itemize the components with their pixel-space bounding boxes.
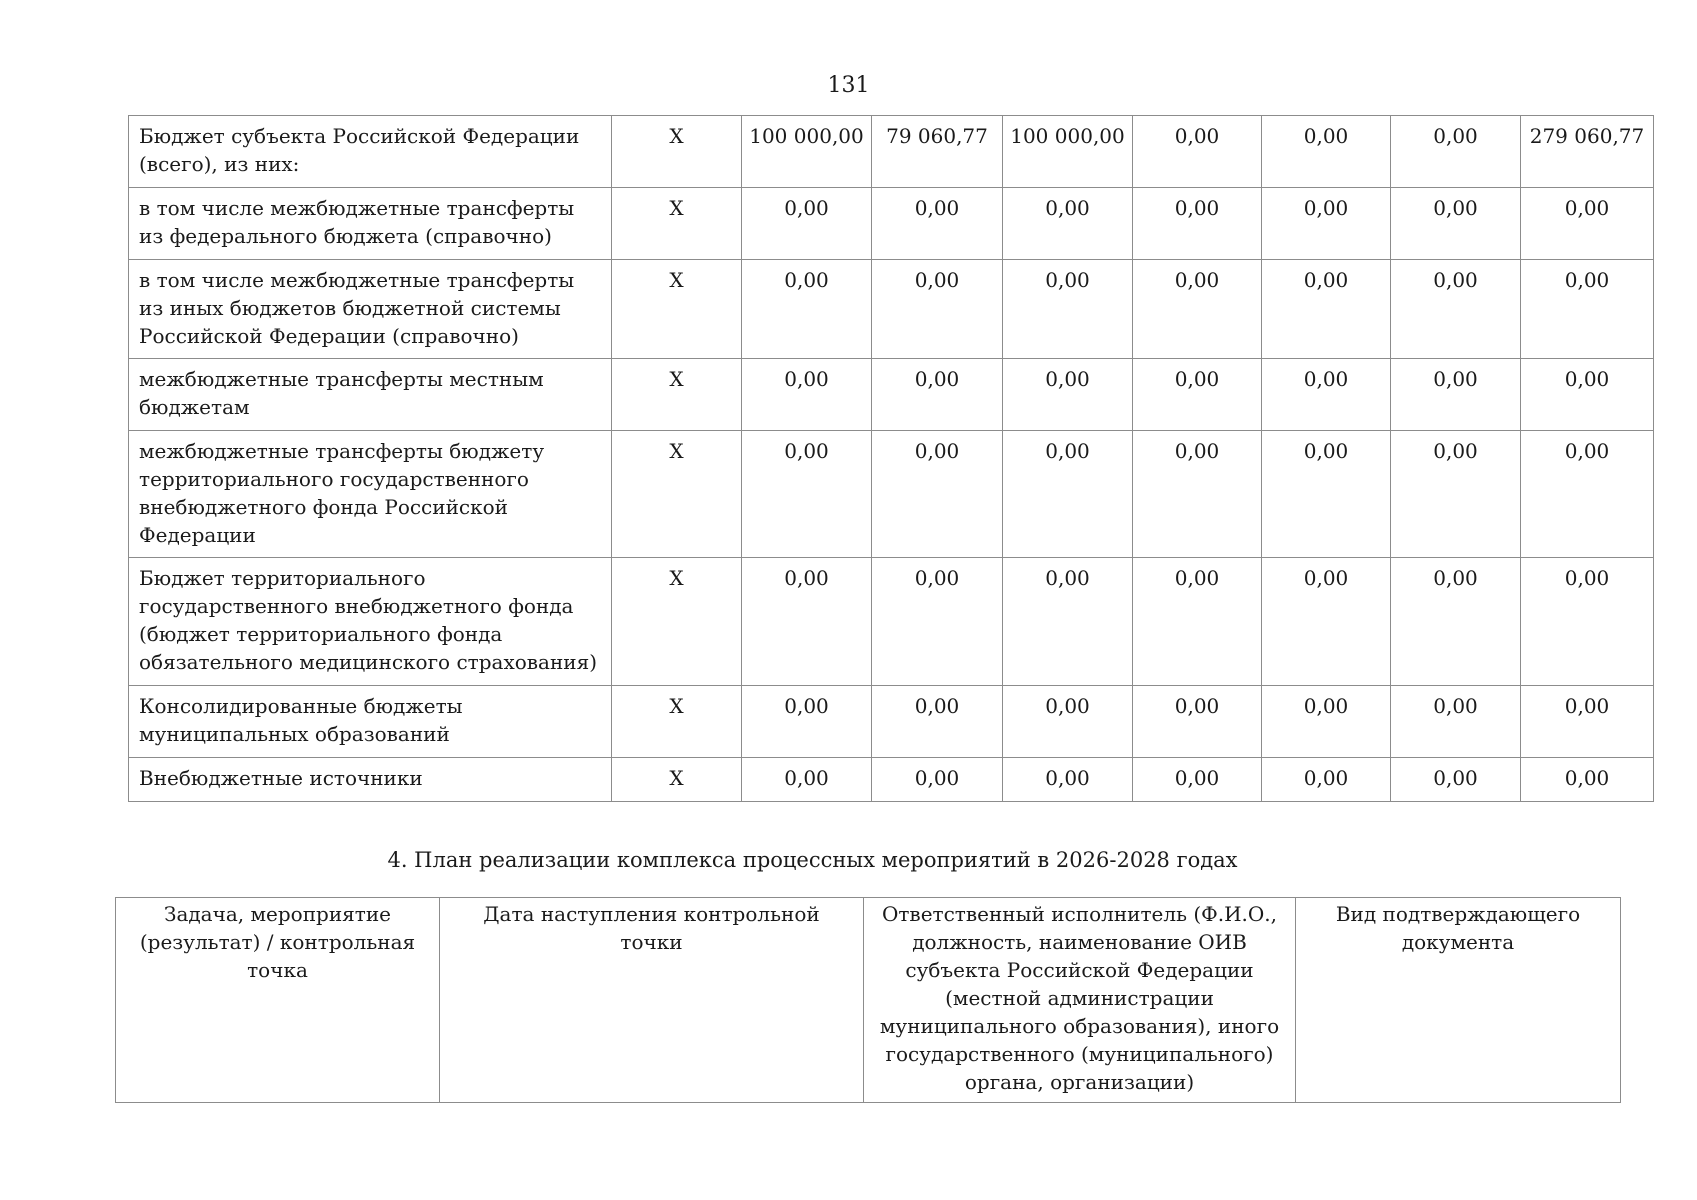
page-number: 131 [827,73,870,98]
table-cell: 0,00 [1133,686,1262,758]
table-cell: 0,00 [1262,431,1391,558]
table-cell: 0,00 [1003,260,1133,359]
table-cell: 0,00 [1003,431,1133,558]
table-cell: 279 060,77 [1521,116,1654,188]
table-cell: 0,00 [1003,558,1133,686]
table-cell: 0,00 [742,758,872,802]
table-cell: 0,00 [872,558,1003,686]
table-cell: X [612,359,742,431]
row-label: межбюджетные трансферты бюджету территориального государственного внебюджетного фонда Российской Федерации [129,431,612,558]
table-cell: 0,00 [1003,188,1133,260]
table-cell: 0,00 [1262,758,1391,802]
table-cell: 0,00 [1003,758,1133,802]
table-cell: 0,00 [872,188,1003,260]
table-cell: 0,00 [1133,558,1262,686]
table-cell: 0,00 [1133,758,1262,802]
table-cell: 0,00 [872,686,1003,758]
table-cell: 0,00 [1262,359,1391,431]
column-header-document: Вид подтверждающего документа [1296,898,1621,1103]
table-cell: X [612,260,742,359]
table-cell: 79 060,77 [872,116,1003,188]
row-label: в том числе межбюджетные трансферты из иных бюджетов бюджетной системы Российской Федерации (справочно) [129,260,612,359]
table-cell: 0,00 [742,558,872,686]
table-cell: 0,00 [1391,758,1521,802]
table-cell: 0,00 [1133,188,1262,260]
table-cell: X [612,431,742,558]
table-row [129,260,1654,359]
table-cell: 0,00 [1133,431,1262,558]
table-cell: 0,00 [1003,686,1133,758]
row-label: Внебюджетные источники [129,758,612,802]
column-header-task: Задача, мероприятие (результат) / контрольная точка [116,898,440,1103]
table-cell: 0,00 [742,260,872,359]
table-cell: 0,00 [1521,188,1654,260]
column-header-executor: Ответственный исполнитель (Ф.И.О., должность, наименование ОИВ субъекта Российской Федерации (местной администрации муниципального образования), иного государственного (муниципального) органа, организации) [864,898,1296,1103]
table-cell: 0,00 [1521,758,1654,802]
table-row [129,359,1654,431]
table-cell: 0,00 [1262,188,1391,260]
table-cell: 0,00 [1133,260,1262,359]
column-header-date: Дата наступления контрольной точки [440,898,864,1103]
plan-table [115,897,1621,1103]
table-cell: 0,00 [742,359,872,431]
table-cell: 100 000,00 [742,116,872,188]
table-cell: 0,00 [1521,558,1654,686]
row-label: Бюджет субъекта Российской Федерации (всего), из них: [129,116,612,188]
table-cell: 0,00 [1262,260,1391,359]
table-cell: X [612,188,742,260]
table-row [129,188,1654,260]
table-cell: 0,00 [1391,558,1521,686]
table-cell: 0,00 [872,758,1003,802]
table-cell: 0,00 [742,431,872,558]
table-cell: 0,00 [1003,359,1133,431]
table-cell: 0,00 [742,686,872,758]
table-cell: 0,00 [1391,431,1521,558]
table-cell: 0,00 [1262,686,1391,758]
table-cell: 0,00 [1391,359,1521,431]
table-cell: 0,00 [872,359,1003,431]
table-cell: 0,00 [872,431,1003,558]
table-cell: 0,00 [1521,359,1654,431]
table-cell: X [612,558,742,686]
table-cell: 100 000,00 [1003,116,1133,188]
table-cell: 0,00 [1391,686,1521,758]
table-row [129,686,1654,758]
table-cell: 0,00 [1133,116,1262,188]
table-row [129,431,1654,558]
table-cell: 0,00 [1391,188,1521,260]
finance-table [128,115,1654,802]
row-label: в том числе межбюджетные трансферты из федерального бюджета (справочно) [129,188,612,260]
row-label: межбюджетные трансферты местным бюджетам [129,359,612,431]
table-cell: 0,00 [1521,431,1654,558]
table-cell: X [612,116,742,188]
table-header-row [116,898,1621,1103]
table-cell: 0,00 [1391,260,1521,359]
table-cell: X [612,686,742,758]
row-label: Консолидированные бюджеты муниципальных образований [129,686,612,758]
table-cell: 0,00 [1262,116,1391,188]
table-row [129,758,1654,802]
table-row [129,558,1654,686]
table-cell: 0,00 [1262,558,1391,686]
table-cell: 0,00 [1521,260,1654,359]
table-row [129,116,1654,188]
section-title: 4. План реализации комплекса процессных мероприятий в 2026-2028 годах [387,848,1238,872]
table-cell: 0,00 [742,188,872,260]
table-cell: 0,00 [1521,686,1654,758]
table-cell: X [612,758,742,802]
table-cell: 0,00 [1391,116,1521,188]
table-cell: 0,00 [872,260,1003,359]
table-cell: 0,00 [1133,359,1262,431]
row-label: Бюджет территориального государственного внебюджетного фонда (бюджет территориального фонда обязательного медицинского страхования) [129,558,612,686]
